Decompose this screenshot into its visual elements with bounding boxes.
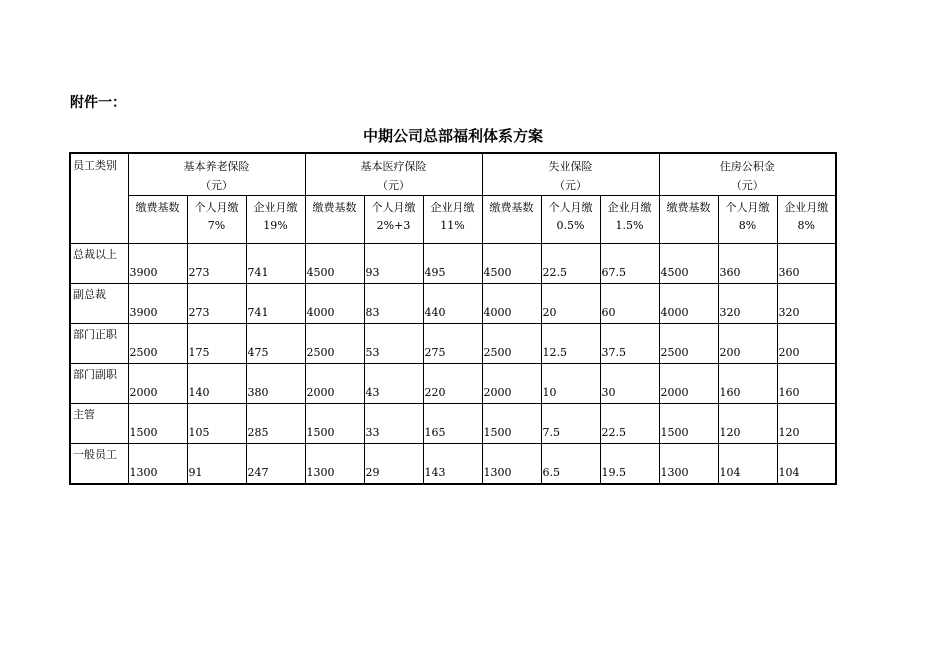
row-label: 主管: [70, 404, 128, 444]
sub-header-line1: 缴费基数: [489, 201, 534, 214]
table-cell: 143: [423, 444, 482, 484]
table-cell: 165: [423, 404, 482, 444]
group-header-unemployment: [482, 153, 659, 196]
sub-header-line1: 企业月缴: [253, 201, 298, 214]
sub-header-line2: 19%: [263, 219, 288, 232]
table-cell: 741: [246, 244, 305, 284]
group-name: 失业保险: [548, 160, 593, 173]
table-cell: 1500: [128, 404, 187, 444]
table-cell: 200: [777, 324, 836, 364]
table-row: [70, 324, 836, 364]
sub-header-line1: 个人月缴: [371, 201, 416, 214]
sub-header-cell: [541, 196, 600, 244]
group-unit: （元）: [730, 179, 764, 192]
sub-header-line1: 缴费基数: [666, 201, 711, 214]
table-cell: 1500: [482, 404, 541, 444]
table-cell: 104: [718, 444, 777, 484]
sub-header-cell: [246, 196, 305, 244]
table-cell: 200: [718, 324, 777, 364]
table-cell: 285: [246, 404, 305, 444]
sub-header-cell: [482, 196, 541, 244]
table-cell: 4000: [482, 284, 541, 324]
table-cell: 360: [718, 244, 777, 284]
sub-header-line1: 企业月缴: [784, 201, 829, 214]
sub-header-cell: [777, 196, 836, 244]
group-unit: （元）: [554, 179, 587, 192]
table-cell: 380: [246, 364, 305, 404]
sub-header-line2: 8%: [738, 219, 757, 232]
table-row: [70, 404, 836, 444]
sub-header-line1: 企业月缴: [430, 201, 475, 214]
group-header-housing-fund: [659, 153, 836, 196]
sub-header-cell: [718, 196, 777, 244]
table-cell: 1300: [305, 444, 364, 484]
sub-header-cell: [659, 196, 718, 244]
table-cell: 120: [777, 404, 836, 444]
table-cell: 1300: [128, 444, 187, 484]
table-cell: 275: [423, 324, 482, 364]
table-cell: 160: [718, 364, 777, 404]
table-cell: 29: [364, 444, 423, 484]
table-cell: 4000: [305, 284, 364, 324]
table-cell: 2000: [659, 364, 718, 404]
group-unit: （元）: [200, 179, 233, 192]
table-cell: 360: [777, 244, 836, 284]
sub-header-line2: 2%+3: [376, 219, 411, 232]
table-cell: 93: [364, 244, 423, 284]
table-cell: 2000: [305, 364, 364, 404]
sub-header-line2: 7%: [207, 219, 226, 232]
sub-header-cell: [364, 196, 423, 244]
group-name: 基本医疗保险: [360, 160, 427, 173]
table-cell: 4000: [659, 284, 718, 324]
group-name: 基本养老保险: [183, 160, 250, 173]
table-cell: 2500: [482, 324, 541, 364]
table-cell: 220: [423, 364, 482, 404]
table-cell: 2000: [482, 364, 541, 404]
group-name: 住房公积金: [719, 160, 775, 173]
table-row: [70, 284, 836, 324]
sub-header-cell: [187, 196, 246, 244]
sub-header-line2: 1.5%: [615, 219, 644, 232]
table-cell: 160: [777, 364, 836, 404]
corner-header: 员工类别: [70, 153, 128, 244]
table-cell: 60: [600, 284, 659, 324]
sub-header-line2: 8%: [797, 219, 815, 232]
table-cell: 4500: [659, 244, 718, 284]
table-cell: 1300: [659, 444, 718, 484]
table-row: [70, 244, 836, 284]
table-cell: 741: [246, 284, 305, 324]
sub-header-line1: 个人月缴: [548, 201, 593, 214]
table-cell: 140: [187, 364, 246, 404]
table-cell: 273: [187, 244, 246, 284]
group-header-pension: [128, 153, 305, 196]
sub-header-cell: [600, 196, 659, 244]
table-cell: 4500: [305, 244, 364, 284]
table-cell: 12.5: [541, 324, 600, 364]
table-cell: 22.5: [600, 404, 659, 444]
table-cell: 2500: [659, 324, 718, 364]
table-cell: 30: [600, 364, 659, 404]
table-cell: 247: [246, 444, 305, 484]
table-cell: 7.5: [541, 404, 600, 444]
table-cell: 2500: [128, 324, 187, 364]
table-cell: 273: [187, 284, 246, 324]
table-body: [70, 153, 836, 484]
table-cell: 43: [364, 364, 423, 404]
table-cell: 1500: [659, 404, 718, 444]
table-row: [70, 364, 836, 404]
table-cell: 53: [364, 324, 423, 364]
table-cell: 10: [541, 364, 600, 404]
sub-header-cell: [305, 196, 364, 244]
table-cell: 37.5: [600, 324, 659, 364]
sub-header-cell: [423, 196, 482, 244]
table-cell: 83: [364, 284, 423, 324]
sub-header-line2: 0.5%: [556, 219, 585, 232]
table-cell: 2500: [305, 324, 364, 364]
row-label: 总裁以上: [70, 244, 128, 284]
sub-header-line1: 缴费基数: [135, 201, 180, 214]
row-label: 部门正职: [70, 324, 128, 364]
sub-header-line1: 企业月缴: [607, 201, 652, 214]
table-cell: 20: [541, 284, 600, 324]
table-cell: 22.5: [541, 244, 600, 284]
table-cell: 320: [777, 284, 836, 324]
table-cell: 1500: [305, 404, 364, 444]
table-cell: 475: [246, 324, 305, 364]
table-cell: 440: [423, 284, 482, 324]
header-row-groups: [70, 153, 836, 196]
table-cell: 33: [364, 404, 423, 444]
table-row: [70, 444, 836, 484]
table-cell: 1300: [482, 444, 541, 484]
row-label: 一般员工: [70, 444, 128, 484]
table-cell: 67.5: [600, 244, 659, 284]
page-title: 中期公司总部福利体系方案: [362, 127, 543, 145]
group-unit: （元）: [377, 179, 410, 192]
header-row-subs: [70, 196, 836, 244]
table-cell: 91: [187, 444, 246, 484]
attachment-label: 附件一：: [70, 95, 126, 111]
group-header-medical: [305, 153, 482, 196]
sub-header-line1: 个人月缴: [194, 201, 239, 214]
sub-header-line1: 个人月缴: [725, 201, 770, 214]
table-cell: 320: [718, 284, 777, 324]
table-cell: 4500: [482, 244, 541, 284]
table-cell: 120: [718, 404, 777, 444]
table-cell: 3900: [128, 244, 187, 284]
table-cell: 104: [777, 444, 836, 484]
table-cell: 6.5: [541, 444, 600, 484]
sub-header-line2: 11%: [440, 219, 465, 232]
table-cell: 3900: [128, 284, 187, 324]
table-cell: 19.5: [600, 444, 659, 484]
sub-header-line1: 缴费基数: [312, 201, 357, 214]
row-label: 副总裁: [70, 284, 128, 324]
table-cell: 105: [187, 404, 246, 444]
sub-header-cell: [128, 196, 187, 244]
benefit-table: [69, 152, 837, 485]
row-label: 部门副职: [70, 364, 128, 404]
table-cell: 175: [187, 324, 246, 364]
table-cell: 2000: [128, 364, 187, 404]
table-cell: 495: [423, 244, 482, 284]
